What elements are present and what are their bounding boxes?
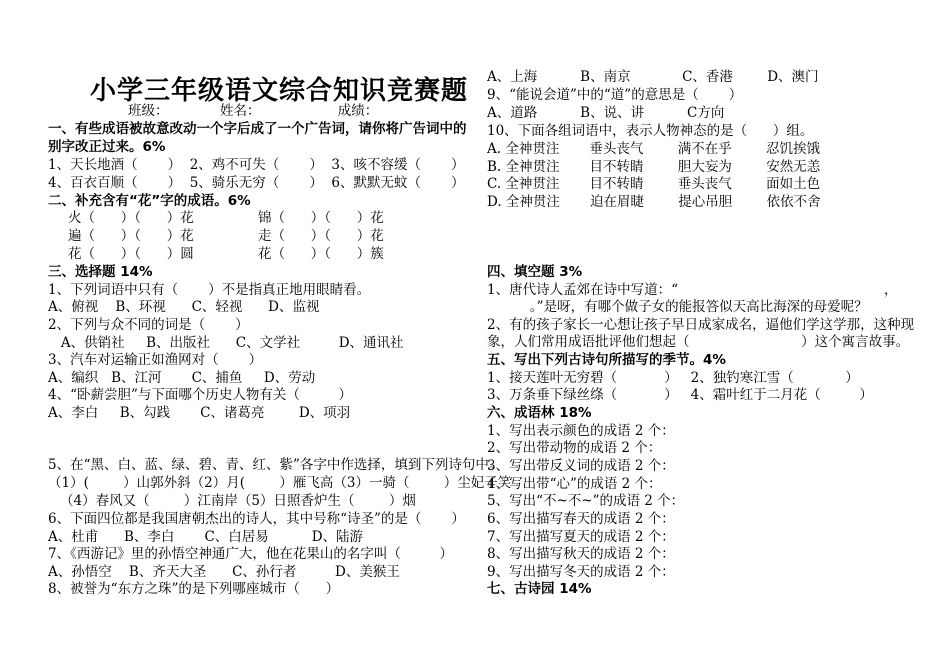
idiom-task-2: 2、写出带动物的成语 2 个： [487, 440, 662, 456]
question-5-blanks-2: （4）春风又（ ）江南岸（5）日照香炉生（ ）烟 [60, 493, 416, 509]
question-7-options: A、孙悟空 B、齐天大圣 C、孙行者 D、美猴王 [48, 564, 400, 580]
question-1: 1、下列词语中只有（ ）不是指真正地用眼睛看。 [48, 282, 371, 298]
question-3-options: A、编织 B、江河 C、捕鱼 D、劳动 [48, 370, 316, 386]
fill-blank-2-cont: 象，人们常用成语批评他们想起（ ）这个寓言故事。 [487, 334, 910, 350]
question-1-options: A、俯视 B、环视 C、轻视 D、监视 [48, 299, 320, 315]
question-6: 6、下面四位都是我国唐朝杰出的诗人，其中号称“诗圣”的是（ ） [48, 511, 465, 527]
question-5-blanks-1: （1）( ）山郭外斜（2）月( ）雁飞高（3）一骑（ ）尘妃子笑 [48, 475, 512, 491]
student-info-line: 班级： 姓名： 成绩： [128, 103, 379, 119]
question-10-option-b: B. 全神贯注 目不转睛 胆大妄为 安然无恙 [487, 159, 821, 175]
question-5: 5、在“黑、白、蓝、绿、碧、青、红、紫”各字中作选择，填到下列诗句中。 [48, 457, 503, 473]
idiom-blank-4: 走（ ）（ ）花 [258, 228, 384, 244]
section-1-heading: 一、有些成语被故意改动一个字后成了一个广告词，请你将广告词中的 [48, 121, 467, 137]
fill-blank-2: 2、有的孩子家长一心想让孩子早日成家成名，逼他们学这学那，这种现 [487, 317, 915, 333]
idiom-blank-1: 火（ ）（ ）花 [68, 210, 194, 226]
question-4: 4、“卧薪尝胆”与下面哪个历史人物有关（ ） [48, 387, 353, 403]
idiom-blank-3: 遍（ ）（ ）花 [68, 228, 194, 244]
question-4-options: A、李白 B、勾践 C、诸葛亮 D、项羽 [48, 405, 351, 421]
section-1-row-1: 1、天长地酒（ ） 2、鸡不可失（ ） 3、咳不容缓（ ） [48, 157, 465, 173]
section-6-heading: 六、成语林 18% [487, 405, 592, 421]
idiom-blank-6: 花（ ）（ ）簇 [258, 246, 384, 262]
question-8-options: A、上海 B、南京 C、香港 D、澳门 [487, 69, 819, 85]
question-9-options: A、道路 B、说、讲 C方向 [487, 105, 725, 121]
fill-blank-1-cont: 。”是呀，有哪个做子女的能报答似天高比海深的母爱呢？ [487, 299, 868, 315]
section-2-heading: 二、补充含有“花”字的成语。6% [48, 193, 251, 209]
section-7-heading: 七、古诗园 14% [487, 581, 592, 597]
idiom-task-9: 9、写出描写冬天的成语 2 个： [487, 564, 675, 580]
idiom-task-1: 1、写出表示颜色的成语 2 个： [487, 423, 675, 439]
question-8: 8、被誉为“东方之珠”的是下列哪座城市（ ） [48, 581, 340, 597]
idiom-task-6: 6、写出描写春天的成语 2 个： [487, 511, 675, 527]
question-10-option-d: D. 全神贯注 迫在眉睫 提心吊胆 依依不舍 [487, 194, 821, 210]
question-10: 10、下面各组词语中，表示人物神态的是（ ）组。 [487, 123, 814, 139]
section-4-heading: 四、填空题 3% [487, 264, 583, 280]
question-6-options: A、杜甫 B、李白 C、白居易 D、陆游 [48, 529, 364, 545]
question-2-options: A、供销社 B、出版社 C、文学社 D、通讯社 [48, 335, 404, 351]
section-1-heading-cont: 别字改正过来。6% [48, 139, 166, 155]
question-2: 2、下列与众不同的词是（ ） [48, 317, 249, 333]
idiom-task-4: 4、写出带“心”的成语 2 个： [487, 476, 662, 492]
idiom-task-5: 5、写出“不~不~”的成语 2 个： [487, 493, 685, 509]
idiom-task-7: 7、写出描写夏天的成语 2 个： [487, 529, 675, 545]
idiom-blank-2: 锦（ ）（ ）花 [258, 210, 384, 226]
section-5-heading: 五、写出下列古诗句所描写的季节。4% [487, 352, 726, 368]
season-row-2: 3、万条垂下绿丝绦（ ） 4、霜叶红于二月花（ ） [487, 387, 873, 403]
page-title: 小学三年级语文综合知识竞赛题 [90, 76, 469, 106]
idiom-task-8: 8、写出描写秋天的成语 2 个： [487, 546, 675, 562]
idiom-task-3: 3、写出带反义词的成语 2 个： [487, 458, 675, 474]
idiom-blank-5: 花（ ）（ ）圆 [68, 246, 194, 262]
section-3-heading: 三、选择题 14% [48, 264, 153, 280]
fill-blank-1: 1、唐代诗人孟郊在诗中写道：“ ， [487, 282, 898, 298]
question-10-option-c: C. 全神贯注 目不转睛 垂头丧气 面如土色 [487, 176, 821, 192]
question-9: 9、“能说会道”中的“道”的意思是（ ） [487, 87, 743, 103]
question-7: 7、《西游记》里的孙悟空神通广大，他在花果山的名字叫（ ） [48, 546, 453, 562]
section-1-row-2: 4、百衣百顺（ ） 5、骑乐无穷（ ） 6、默默无蚊（ ） [48, 175, 465, 191]
season-row-1: 1、接天莲叶无穷碧（ ） 2、独钓寒江雪（ ） [487, 370, 859, 386]
question-10-option-a: A. 全神贯注 垂头丧气 满不在乎 忍饥挨饿 [487, 141, 821, 157]
question-3: 3、汽车对运输正如渔网对（ ） [48, 352, 263, 368]
